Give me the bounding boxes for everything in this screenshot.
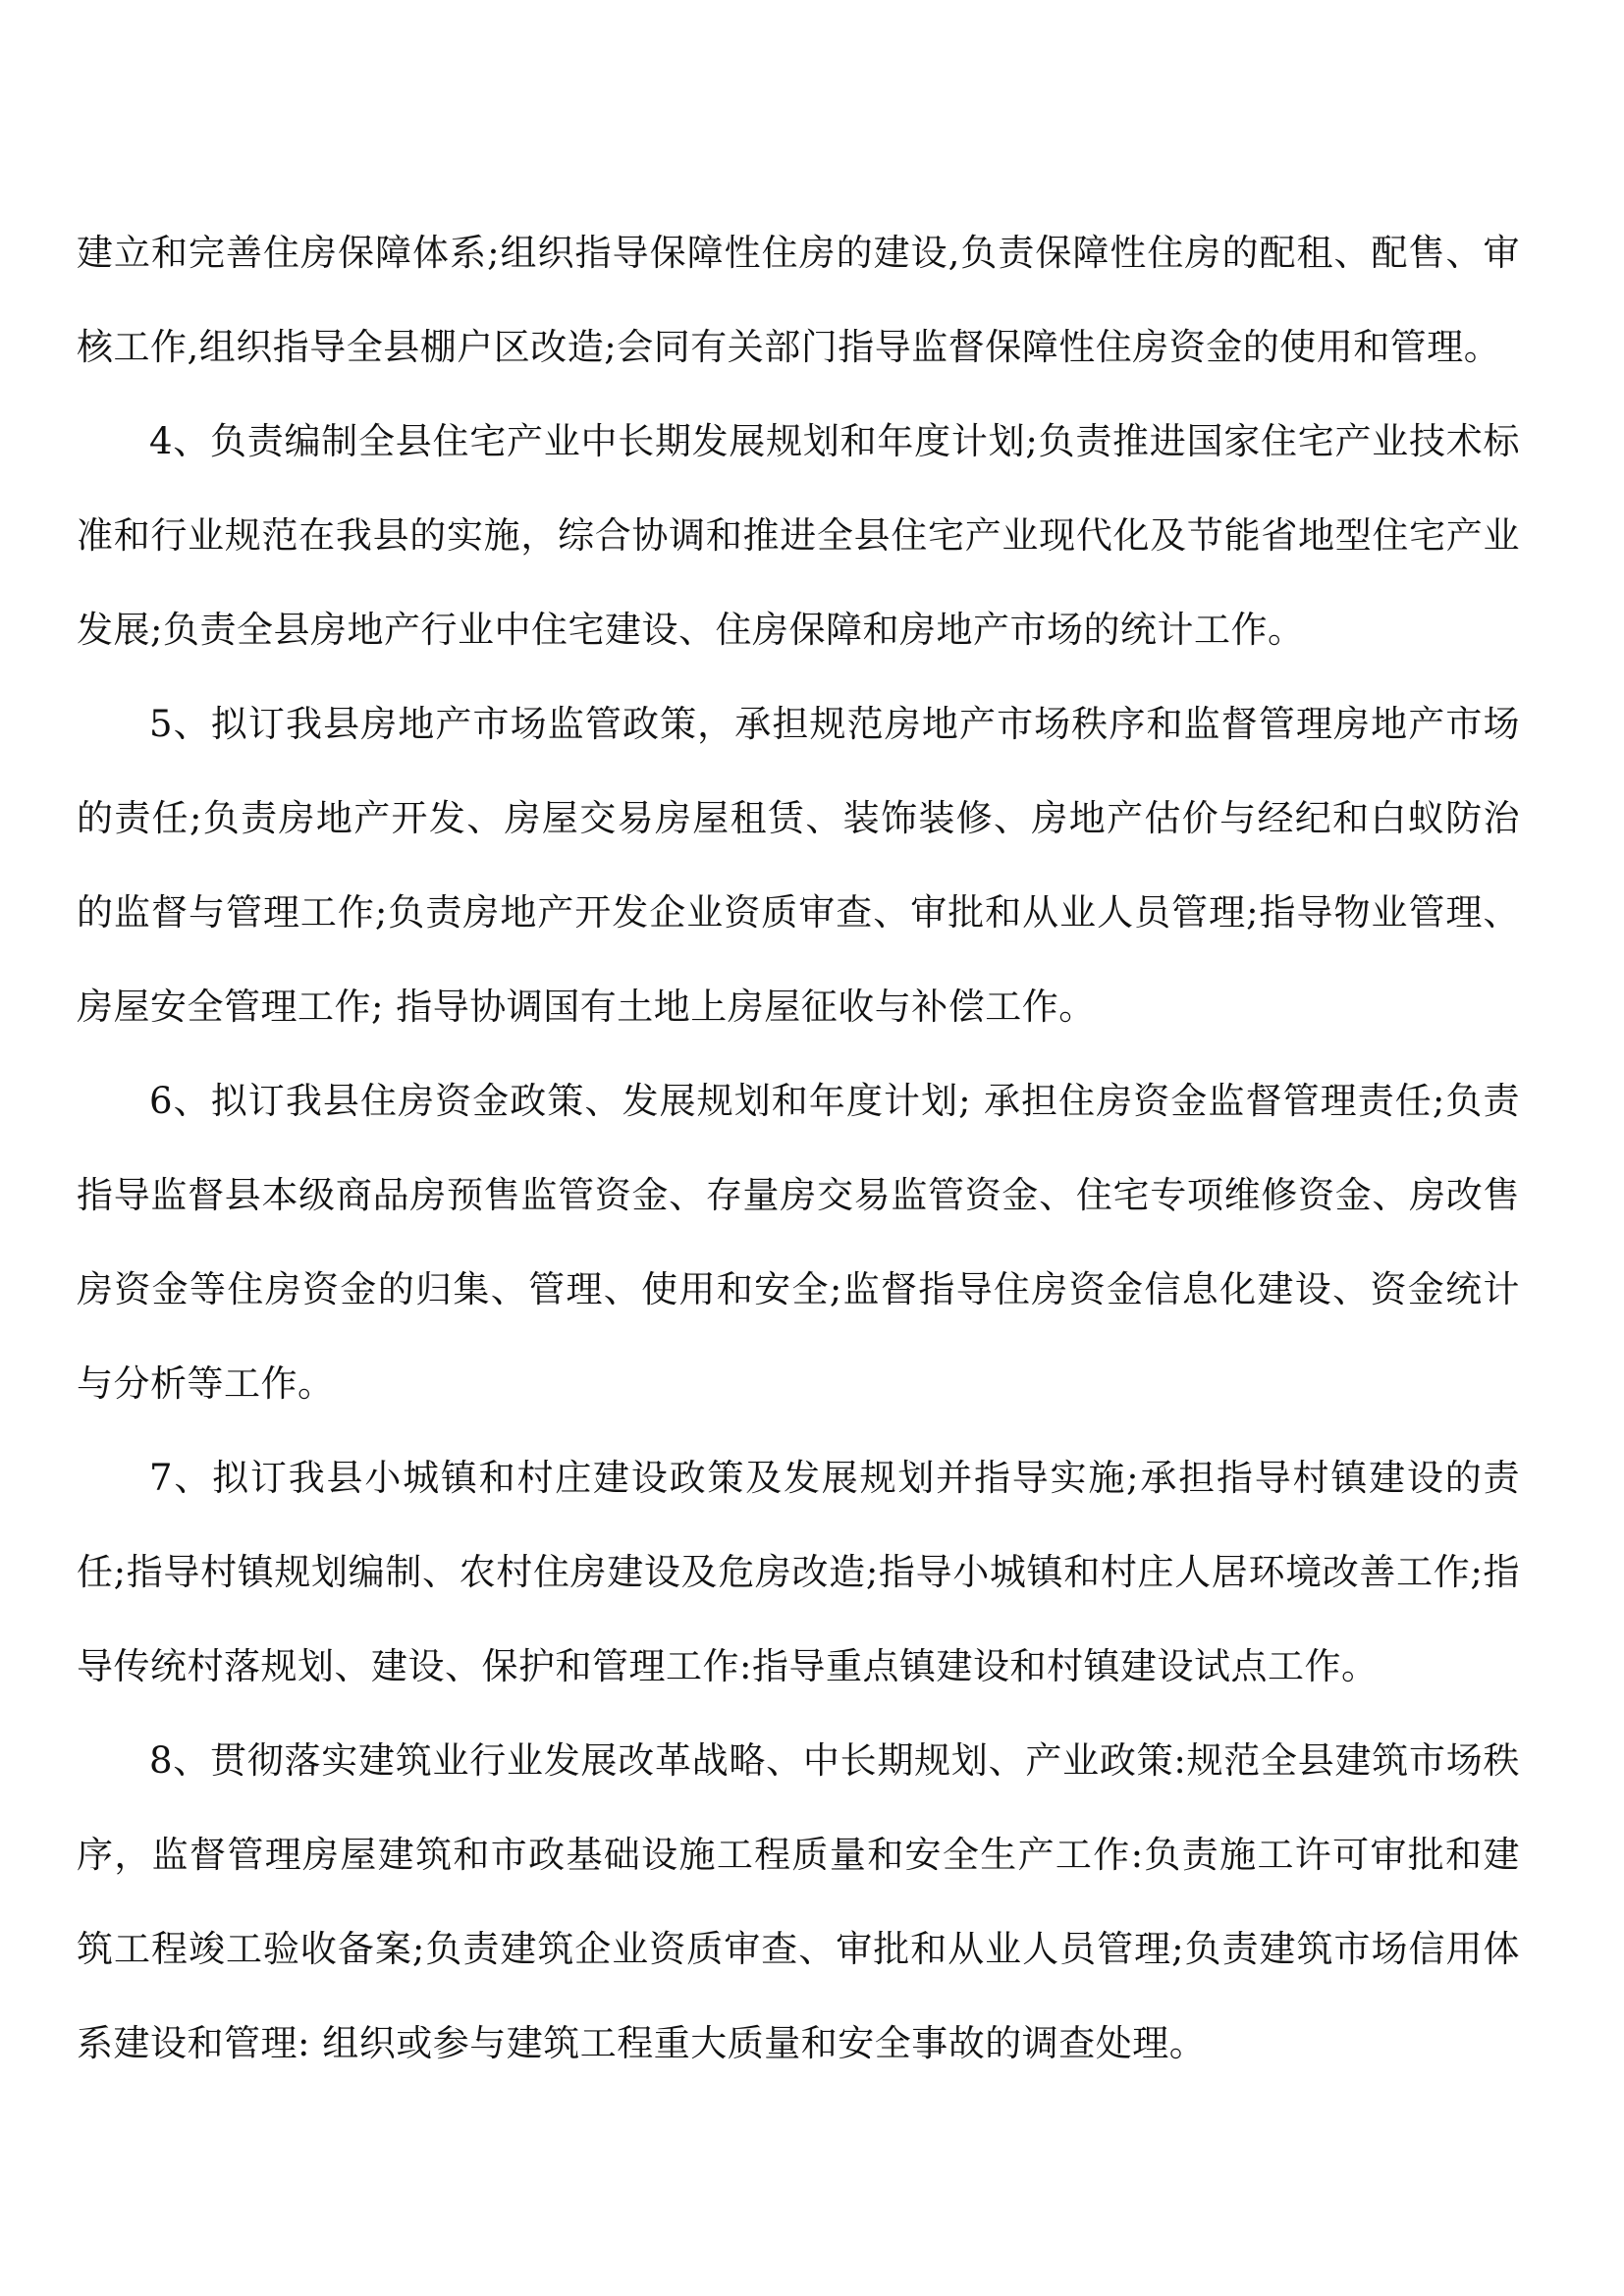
- paragraph-item-7: 7、拟订我县小城镇和村庄建设政策及发展规划并指导实施;承担指导村镇建设的责任;指导村镇规划编制、农村住房建设及危房改造;指导小城镇和村庄人居环境改善工作;指导传统村落规划、建设、保护和管理工作:指导重点镇建设和村镇建设试点工作。: [77, 1457, 1520, 1687]
- paragraph-housing-security: 建立和完善住房保障体系;组织指导保障性住房的建设,负责保障性住房的配租、配售、审核工作,组织指导全县棚户区改造;会同有关部门指导监督保障性住房资金的使用和管理。: [77, 232, 1520, 368]
- document-page: [77, 206, 1520, 2091]
- paragraph-item-6: 6、拟订我县住房资金政策、发展规划和年度计划; 承担住房资金监督管理责任;负责指导监督县本级商品房预售监管资金、存量房交易监管资金、住宅专项维修资金、房改售房资金等住房资金的归集、管理、使用和安全;监督指导住房资金信息化建设、资金统计与分析等工作。: [77, 1080, 1520, 1405]
- paragraph-item-4: 4、负责编制全县住宅产业中长期发展规划和年度计划;负责推进国家住宅产业技术标准和行业规范在我县的实施，综合协调和推进全县住宅产业现代化及节能省地型住宅产业发展;负责全县房地产行业中住宅建设、住房保障和房地产市场的统计工作。: [77, 420, 1520, 651]
- paragraph-item-8: 8、贯彻落实建筑业行业发展改革战略、中长期规划、产业政策:规范全县建筑市场秩序，监督管理房屋建筑和市政基础设施工程质量和安全生产工作:负责施工许可审批和建筑工程竣工验收备案;负责建筑企业资质审查、审批和从业人员管理;负责建筑市场信用体系建设和管理: 组织或参与建筑工程重大质量和安全事故的调查处理。: [77, 1739, 1520, 2064]
- paragraph-item-5: 5、拟订我县房地产市场监管政策，承担规范房地产市场秩序和监督管理房地产市场的责任;负责房地产开发、房屋交易房屋租赁、装饰装修、房地产估价与经纪和白蚁防治的监督与管理工作;负责房地产开发企业资质审查、审批和从业人员管理;指导物业管理、房屋安全管理工作; 指导协调国有土地上房屋征收与补偿工作。: [77, 703, 1520, 1028]
